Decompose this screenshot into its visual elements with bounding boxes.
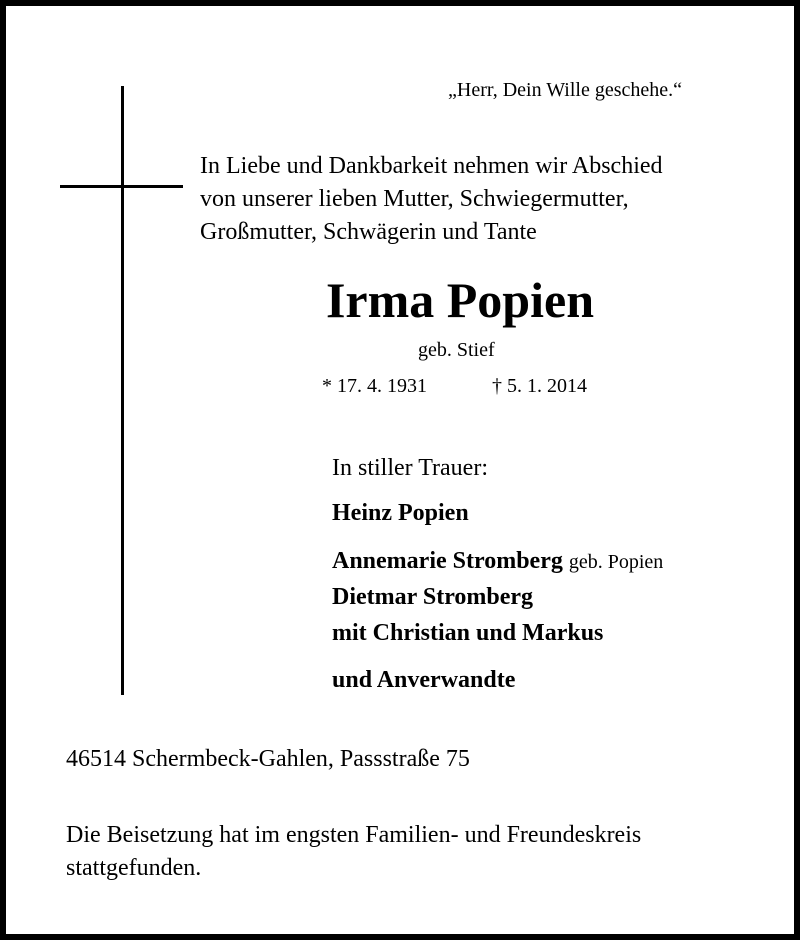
deceased-name: Irma Popien (325, 272, 595, 328)
mourner-name: mit Christian und Markus (332, 620, 604, 646)
mourner-suffix: geb. Popien (568, 551, 664, 573)
intro-line: von unserer lieben Mutter, Schwiegermutter, (200, 186, 629, 212)
intro-line: In Liebe und Dankbarkeit nehmen wir Abschied (200, 153, 663, 179)
mourner-name: Annemarie Stromberg (332, 548, 563, 574)
intro-text (200, 150, 760, 249)
funeral-note (66, 819, 786, 885)
mourner-entry (332, 495, 469, 531)
mourner-entry (332, 615, 603, 651)
mourning-heading: In stiller Trauer: (332, 455, 488, 481)
mourner-entry (332, 579, 533, 615)
mourner-name: Dietmar Stromberg (332, 584, 534, 610)
maiden-name: geb. Stief (418, 339, 495, 361)
cross-vertical-bar (121, 86, 124, 695)
mourner-entry (332, 543, 663, 580)
address: 46514 Schermbeck-Gahlen, Passstraße 75 (66, 746, 470, 772)
mourner-entry (332, 662, 515, 698)
funeral-note-line: Die Beisetzung hat im engsten Familien- und Freundeskreis (66, 822, 642, 848)
intro-line: Großmutter, Schwägerin und Tante (200, 219, 537, 245)
birth-date: * 17. 4. 1931 (322, 375, 427, 397)
cross-horizontal-bar (60, 185, 183, 188)
mourner-name: Heinz Popien (332, 500, 469, 526)
bible-quote: „Herr, Dein Wille geschehe.“ (448, 79, 683, 101)
mourner-name: und Anverwandte (332, 667, 516, 693)
death-date: † 5. 1. 2014 (492, 375, 587, 397)
funeral-note-line: stattgefunden. (66, 855, 202, 881)
